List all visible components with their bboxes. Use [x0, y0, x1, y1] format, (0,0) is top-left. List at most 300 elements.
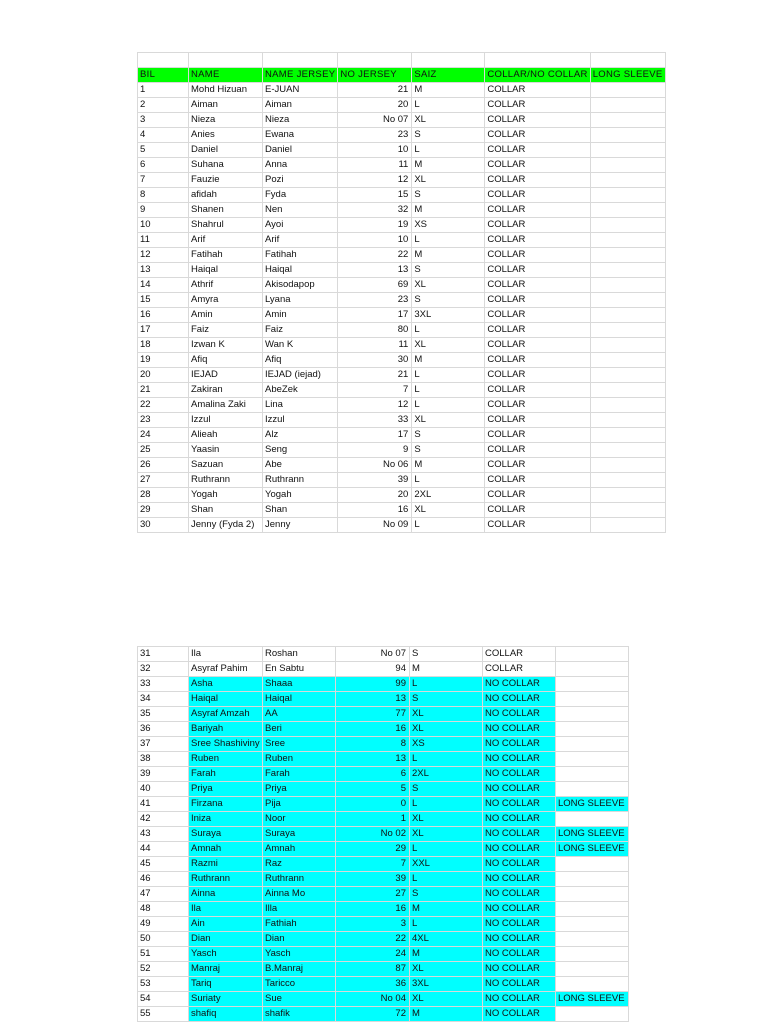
- cell-long-sleeve[interactable]: [590, 218, 665, 233]
- cell-name[interactable]: Manraj: [189, 962, 263, 977]
- cell-collar[interactable]: COLLAR: [485, 83, 590, 98]
- cell-no-jersey[interactable]: 72: [336, 1007, 410, 1022]
- cell-bil[interactable]: 25: [138, 443, 189, 458]
- cell-long-sleeve[interactable]: [590, 428, 665, 443]
- cell-long-sleeve[interactable]: [556, 722, 629, 737]
- cell-bil[interactable]: 20: [138, 368, 189, 383]
- cell-collar[interactable]: COLLAR: [485, 248, 590, 263]
- cell-no-jersey[interactable]: 5: [336, 782, 410, 797]
- cell-bil[interactable]: 49: [138, 917, 189, 932]
- cell-bil[interactable]: 39: [138, 767, 189, 782]
- cell-name[interactable]: Shan: [189, 503, 263, 518]
- cell-saiz[interactable]: M: [412, 158, 485, 173]
- cell-long-sleeve[interactable]: [556, 962, 629, 977]
- cell-bil[interactable]: 19: [138, 353, 189, 368]
- cell-long-sleeve[interactable]: [556, 662, 629, 677]
- cell-name[interactable]: Amyra: [189, 293, 263, 308]
- cell-name[interactable]: Zakiran: [189, 383, 263, 398]
- cell-bil[interactable]: 29: [138, 503, 189, 518]
- cell-name-jersey[interactable]: Nen: [263, 203, 338, 218]
- cell-no-jersey[interactable]: 13: [336, 752, 410, 767]
- cell-name-jersey[interactable]: Haiqal: [263, 263, 338, 278]
- cell-no-jersey[interactable]: 39: [336, 872, 410, 887]
- cell-long-sleeve[interactable]: [556, 737, 629, 752]
- cell-name[interactable]: Haiqal: [189, 263, 263, 278]
- cell-long-sleeve[interactable]: [590, 278, 665, 293]
- cell-no-jersey[interactable]: 10: [338, 143, 412, 158]
- cell-no-jersey[interactable]: 20: [338, 488, 412, 503]
- cell-collar[interactable]: COLLAR: [485, 203, 590, 218]
- cell-name-jersey[interactable]: Ruben: [263, 752, 336, 767]
- cell-collar[interactable]: COLLAR: [485, 263, 590, 278]
- cell-no-jersey[interactable]: 30: [338, 353, 412, 368]
- cell-name[interactable]: Ruben: [189, 752, 263, 767]
- cell-name[interactable]: Aiman: [189, 98, 263, 113]
- cell-long-sleeve[interactable]: [556, 902, 629, 917]
- cell-no-jersey[interactable]: 11: [338, 338, 412, 353]
- cell-name[interactable]: Faiz: [189, 323, 263, 338]
- cell-saiz[interactable]: S: [410, 647, 483, 662]
- cell-bil[interactable]: 53: [138, 977, 189, 992]
- cell-name-jersey[interactable]: En Sabtu: [263, 662, 336, 677]
- cell-name-jersey[interactable]: Yogah: [263, 488, 338, 503]
- cell-long-sleeve[interactable]: [590, 443, 665, 458]
- cell-no-jersey[interactable]: No 07: [338, 113, 412, 128]
- cell-name-jersey[interactable]: Faiz: [263, 323, 338, 338]
- cell-collar[interactable]: NO COLLAR: [483, 992, 556, 1007]
- cell-name[interactable]: Firzana: [189, 797, 263, 812]
- cell-bil[interactable]: 15: [138, 293, 189, 308]
- cell-bil[interactable]: 6: [138, 158, 189, 173]
- cell-name-jersey[interactable]: Noor: [263, 812, 336, 827]
- cell-collar[interactable]: COLLAR: [485, 413, 590, 428]
- cell-no-jersey[interactable]: 22: [338, 248, 412, 263]
- cell-collar[interactable]: COLLAR: [485, 128, 590, 143]
- cell-bil[interactable]: 2: [138, 98, 189, 113]
- cell-bil[interactable]: 16: [138, 308, 189, 323]
- cell-collar[interactable]: COLLAR: [485, 278, 590, 293]
- cell-bil[interactable]: 42: [138, 812, 189, 827]
- cell-saiz[interactable]: XL: [410, 722, 483, 737]
- cell-collar[interactable]: NO COLLAR: [483, 932, 556, 947]
- cell-long-sleeve[interactable]: [590, 98, 665, 113]
- cell-bil[interactable]: 4: [138, 128, 189, 143]
- cell-no-jersey[interactable]: 21: [338, 83, 412, 98]
- cell-long-sleeve[interactable]: LONG SLEEVE: [556, 842, 629, 857]
- cell-long-sleeve[interactable]: LONG SLEEVE: [556, 797, 629, 812]
- cell-long-sleeve[interactable]: [556, 752, 629, 767]
- cell-no-jersey[interactable]: 15: [338, 188, 412, 203]
- cell-name[interactable]: Anies: [189, 128, 263, 143]
- cell-long-sleeve[interactable]: [590, 398, 665, 413]
- cell-saiz[interactable]: XL: [410, 827, 483, 842]
- cell-name-jersey[interactable]: Raz: [263, 857, 336, 872]
- cell-long-sleeve[interactable]: [590, 143, 665, 158]
- header-name[interactable]: NAME: [189, 68, 263, 83]
- cell-name-jersey[interactable]: Dian: [263, 932, 336, 947]
- cell-bil[interactable]: 54: [138, 992, 189, 1007]
- cell-name-jersey[interactable]: Pozi: [263, 173, 338, 188]
- cell-bil[interactable]: 47: [138, 887, 189, 902]
- cell-no-jersey[interactable]: No 04: [336, 992, 410, 1007]
- cell-name-jersey[interactable]: Lyana: [263, 293, 338, 308]
- cell-saiz[interactable]: XL: [410, 992, 483, 1007]
- cell-no-jersey[interactable]: 32: [338, 203, 412, 218]
- cell-no-jersey[interactable]: 10: [338, 233, 412, 248]
- cell-name[interactable]: Shahrul: [189, 218, 263, 233]
- cell-collar[interactable]: NO COLLAR: [483, 752, 556, 767]
- cell-bil[interactable]: 32: [138, 662, 189, 677]
- cell-name[interactable]: Asyraf Amzah: [189, 707, 263, 722]
- cell-name-jersey[interactable]: Beri: [263, 722, 336, 737]
- cell-long-sleeve[interactable]: [556, 947, 629, 962]
- cell-name[interactable]: Amnah: [189, 842, 263, 857]
- cell-name[interactable]: Shanen: [189, 203, 263, 218]
- header-saiz[interactable]: SAIZ: [412, 68, 485, 83]
- cell-collar[interactable]: COLLAR: [485, 98, 590, 113]
- cell-bil[interactable]: 28: [138, 488, 189, 503]
- cell-long-sleeve[interactable]: [556, 932, 629, 947]
- cell-no-jersey[interactable]: 77: [336, 707, 410, 722]
- cell-name-jersey[interactable]: Lina: [263, 398, 338, 413]
- cell-saiz[interactable]: XL: [412, 113, 485, 128]
- cell-name-jersey[interactable]: E-JUAN: [263, 83, 338, 98]
- cell-saiz[interactable]: S: [410, 782, 483, 797]
- cell-name[interactable]: Nieza: [189, 113, 263, 128]
- cell-no-jersey[interactable]: 87: [336, 962, 410, 977]
- cell-name[interactable]: Yasch: [189, 947, 263, 962]
- cell-name[interactable]: Amin: [189, 308, 263, 323]
- cell-saiz[interactable]: L: [412, 323, 485, 338]
- cell-bil[interactable]: 33: [138, 677, 189, 692]
- cell-collar[interactable]: NO COLLAR: [483, 947, 556, 962]
- cell-long-sleeve[interactable]: [590, 518, 665, 533]
- cell-bil[interactable]: 48: [138, 902, 189, 917]
- cell-saiz[interactable]: L: [410, 872, 483, 887]
- cell-collar[interactable]: COLLAR: [485, 368, 590, 383]
- cell-name[interactable]: Farah: [189, 767, 263, 782]
- cell-name-jersey[interactable]: Ewana: [263, 128, 338, 143]
- cell-collar[interactable]: COLLAR: [485, 143, 590, 158]
- cell-long-sleeve[interactable]: [556, 917, 629, 932]
- cell-long-sleeve[interactable]: [590, 383, 665, 398]
- cell-collar[interactable]: NO COLLAR: [483, 902, 556, 917]
- cell-saiz[interactable]: S: [412, 263, 485, 278]
- cell-bil[interactable]: 21: [138, 383, 189, 398]
- cell-saiz[interactable]: 4XL: [410, 932, 483, 947]
- cell-collar[interactable]: NO COLLAR: [483, 722, 556, 737]
- cell-bil[interactable]: 5: [138, 143, 189, 158]
- cell-no-jersey[interactable]: No 06: [338, 458, 412, 473]
- cell-saiz[interactable]: 3XL: [412, 308, 485, 323]
- cell-long-sleeve[interactable]: [590, 158, 665, 173]
- cell-name-jersey[interactable]: Yasch: [263, 947, 336, 962]
- cell-long-sleeve[interactable]: [590, 203, 665, 218]
- cell-collar[interactable]: COLLAR: [485, 383, 590, 398]
- cell-name-jersey[interactable]: Illa: [263, 902, 336, 917]
- cell-long-sleeve[interactable]: [590, 323, 665, 338]
- cell-no-jersey[interactable]: No 09: [338, 518, 412, 533]
- cell-name-jersey[interactable]: Shaaa: [263, 677, 336, 692]
- cell-name-jersey[interactable]: Priya: [263, 782, 336, 797]
- cell-bil[interactable]: 17: [138, 323, 189, 338]
- cell-long-sleeve[interactable]: [556, 1007, 629, 1022]
- cell-long-sleeve[interactable]: [590, 458, 665, 473]
- cell-collar[interactable]: NO COLLAR: [483, 707, 556, 722]
- cell-name-jersey[interactable]: Shan: [263, 503, 338, 518]
- cell-saiz[interactable]: M: [412, 203, 485, 218]
- cell-name-jersey[interactable]: Sree: [263, 737, 336, 752]
- cell-name-jersey[interactable]: Ainna Mo: [263, 887, 336, 902]
- cell-long-sleeve[interactable]: [556, 707, 629, 722]
- cell-long-sleeve[interactable]: [590, 308, 665, 323]
- cell-bil[interactable]: 55: [138, 1007, 189, 1022]
- header-no-jersey[interactable]: NO JERSEY: [338, 68, 412, 83]
- cell-name-jersey[interactable]: Abe: [263, 458, 338, 473]
- cell-no-jersey[interactable]: 80: [338, 323, 412, 338]
- cell-collar[interactable]: NO COLLAR: [483, 737, 556, 752]
- cell-collar[interactable]: COLLAR: [485, 518, 590, 533]
- cell-collar[interactable]: NO COLLAR: [483, 977, 556, 992]
- cell-saiz[interactable]: S: [410, 692, 483, 707]
- cell-name[interactable]: shafiq: [189, 1007, 263, 1022]
- cell-collar[interactable]: NO COLLAR: [483, 887, 556, 902]
- cell-saiz[interactable]: XL: [412, 173, 485, 188]
- cell-bil[interactable]: 41: [138, 797, 189, 812]
- cell-bil[interactable]: 1: [138, 83, 189, 98]
- cell-no-jersey[interactable]: 0: [336, 797, 410, 812]
- cell-collar[interactable]: NO COLLAR: [483, 827, 556, 842]
- cell-bil[interactable]: 38: [138, 752, 189, 767]
- cell-name-jersey[interactable]: Fyda: [263, 188, 338, 203]
- cell-no-jersey[interactable]: 17: [338, 428, 412, 443]
- cell-name-jersey[interactable]: IEJAD (iejad): [263, 368, 338, 383]
- cell-name[interactable]: Ila: [189, 902, 263, 917]
- cell-bil[interactable]: 13: [138, 263, 189, 278]
- cell-collar[interactable]: NO COLLAR: [483, 692, 556, 707]
- cell-name-jersey[interactable]: Pija: [263, 797, 336, 812]
- cell-collar[interactable]: NO COLLAR: [483, 962, 556, 977]
- cell-long-sleeve[interactable]: [590, 83, 665, 98]
- cell-name-jersey[interactable]: Taricco: [263, 977, 336, 992]
- cell-name[interactable]: Haiqal: [189, 692, 263, 707]
- cell-bil[interactable]: 12: [138, 248, 189, 263]
- cell-saiz[interactable]: L: [412, 383, 485, 398]
- cell-name-jersey[interactable]: Ruthrann: [263, 473, 338, 488]
- cell-name[interactable]: Ruthrann: [189, 473, 263, 488]
- cell-name[interactable]: Alieah: [189, 428, 263, 443]
- cell-collar[interactable]: COLLAR: [485, 188, 590, 203]
- cell-bil[interactable]: 46: [138, 872, 189, 887]
- cell-name[interactable]: Razmi: [189, 857, 263, 872]
- cell-name[interactable]: Sree Shashiviny: [189, 737, 263, 752]
- cell-saiz[interactable]: M: [410, 662, 483, 677]
- cell-name-jersey[interactable]: Alz: [263, 428, 338, 443]
- cell-saiz[interactable]: M: [412, 248, 485, 263]
- cell-long-sleeve[interactable]: [590, 353, 665, 368]
- cell-no-jersey[interactable]: 8: [336, 737, 410, 752]
- cell-name[interactable]: Ain: [189, 917, 263, 932]
- cell-long-sleeve[interactable]: LONG SLEEVE: [556, 827, 629, 842]
- cell-name-jersey[interactable]: Nieza: [263, 113, 338, 128]
- cell-name-jersey[interactable]: Haiqal: [263, 692, 336, 707]
- cell-no-jersey[interactable]: 21: [338, 368, 412, 383]
- cell-no-jersey[interactable]: 6: [336, 767, 410, 782]
- cell-name-jersey[interactable]: Farah: [263, 767, 336, 782]
- cell-no-jersey[interactable]: 23: [338, 128, 412, 143]
- cell-saiz[interactable]: S: [412, 293, 485, 308]
- cell-long-sleeve[interactable]: [590, 113, 665, 128]
- cell-saiz[interactable]: M: [412, 353, 485, 368]
- cell-saiz[interactable]: XL: [412, 503, 485, 518]
- cell-saiz[interactable]: L: [412, 368, 485, 383]
- cell-name-jersey[interactable]: Izzul: [263, 413, 338, 428]
- cell-saiz[interactable]: XS: [410, 737, 483, 752]
- cell-name-jersey[interactable]: Arif: [263, 233, 338, 248]
- cell-saiz[interactable]: S: [410, 887, 483, 902]
- cell-long-sleeve[interactable]: [556, 782, 629, 797]
- cell-collar[interactable]: COLLAR: [485, 173, 590, 188]
- cell-bil[interactable]: 10: [138, 218, 189, 233]
- cell-long-sleeve[interactable]: [590, 233, 665, 248]
- cell-name[interactable]: Bariyah: [189, 722, 263, 737]
- cell-name[interactable]: Izzul: [189, 413, 263, 428]
- cell-bil[interactable]: 51: [138, 947, 189, 962]
- cell-bil[interactable]: 8: [138, 188, 189, 203]
- cell-no-jersey[interactable]: 19: [338, 218, 412, 233]
- cell-name[interactable]: Yogah: [189, 488, 263, 503]
- cell-collar[interactable]: COLLAR: [485, 458, 590, 473]
- cell-saiz[interactable]: 2XL: [412, 488, 485, 503]
- cell-name[interactable]: Priya: [189, 782, 263, 797]
- cell-no-jersey[interactable]: 24: [336, 947, 410, 962]
- cell-no-jersey[interactable]: 13: [336, 692, 410, 707]
- cell-name[interactable]: Suraya: [189, 827, 263, 842]
- cell-bil[interactable]: 27: [138, 473, 189, 488]
- cell-saiz[interactable]: L: [410, 842, 483, 857]
- cell-saiz[interactable]: L: [410, 917, 483, 932]
- cell-bil[interactable]: 24: [138, 428, 189, 443]
- cell-collar[interactable]: COLLAR: [485, 323, 590, 338]
- cell-name-jersey[interactable]: Fatihah: [263, 248, 338, 263]
- cell-bil[interactable]: 43: [138, 827, 189, 842]
- cell-saiz[interactable]: S: [412, 443, 485, 458]
- cell-long-sleeve[interactable]: [556, 872, 629, 887]
- cell-collar[interactable]: NO COLLAR: [483, 872, 556, 887]
- cell-name[interactable]: Yaasin: [189, 443, 263, 458]
- cell-no-jersey[interactable]: 7: [336, 857, 410, 872]
- cell-name[interactable]: Jenny (Fyda 2): [189, 518, 263, 533]
- cell-bil[interactable]: 22: [138, 398, 189, 413]
- cell-long-sleeve[interactable]: LONG SLEEVE: [556, 992, 629, 1007]
- cell-no-jersey[interactable]: 12: [338, 173, 412, 188]
- cell-name-jersey[interactable]: B.Manraj: [263, 962, 336, 977]
- cell-name-jersey[interactable]: Ruthrann: [263, 872, 336, 887]
- cell-name-jersey[interactable]: Daniel: [263, 143, 338, 158]
- cell-collar[interactable]: NO COLLAR: [483, 782, 556, 797]
- cell-no-jersey[interactable]: 3: [336, 917, 410, 932]
- cell-no-jersey[interactable]: 1: [336, 812, 410, 827]
- cell-bil[interactable]: 45: [138, 857, 189, 872]
- cell-collar[interactable]: COLLAR: [485, 233, 590, 248]
- cell-collar[interactable]: NO COLLAR: [483, 677, 556, 692]
- cell-name[interactable]: Daniel: [189, 143, 263, 158]
- cell-saiz[interactable]: XL: [410, 707, 483, 722]
- cell-name[interactable]: Fatihah: [189, 248, 263, 263]
- cell-bil[interactable]: 50: [138, 932, 189, 947]
- cell-name-jersey[interactable]: Amnah: [263, 842, 336, 857]
- cell-name[interactable]: Dian: [189, 932, 263, 947]
- cell-long-sleeve[interactable]: [590, 293, 665, 308]
- cell-saiz[interactable]: M: [412, 83, 485, 98]
- header-collar[interactable]: COLLAR/NO COLLAR: [485, 68, 590, 83]
- cell-no-jersey[interactable]: No 07: [336, 647, 410, 662]
- cell-long-sleeve[interactable]: [556, 647, 629, 662]
- cell-name[interactable]: Izwan K: [189, 338, 263, 353]
- header-name-jersey[interactable]: NAME JERSEY: [263, 68, 338, 83]
- cell-name-jersey[interactable]: Afiq: [263, 353, 338, 368]
- cell-no-jersey[interactable]: 20: [338, 98, 412, 113]
- cell-name[interactable]: Asha: [189, 677, 263, 692]
- cell-long-sleeve[interactable]: [556, 857, 629, 872]
- cell-long-sleeve[interactable]: [590, 503, 665, 518]
- cell-bil[interactable]: 23: [138, 413, 189, 428]
- cell-saiz[interactable]: S: [412, 428, 485, 443]
- cell-name-jersey[interactable]: Wan K: [263, 338, 338, 353]
- cell-long-sleeve[interactable]: [556, 692, 629, 707]
- cell-saiz[interactable]: S: [412, 188, 485, 203]
- cell-saiz[interactable]: L: [412, 143, 485, 158]
- cell-name-jersey[interactable]: Seng: [263, 443, 338, 458]
- cell-name[interactable]: Ainna: [189, 887, 263, 902]
- cell-saiz[interactable]: L: [410, 752, 483, 767]
- cell-saiz[interactable]: XL: [412, 278, 485, 293]
- cell-name-jersey[interactable]: Suraya: [263, 827, 336, 842]
- cell-name-jersey[interactable]: Jenny: [263, 518, 338, 533]
- cell-bil[interactable]: 14: [138, 278, 189, 293]
- header-long-sleeve[interactable]: LONG SLEEVE: [590, 68, 665, 83]
- cell-no-jersey[interactable]: No 02: [336, 827, 410, 842]
- cell-long-sleeve[interactable]: [590, 368, 665, 383]
- cell-bil[interactable]: 26: [138, 458, 189, 473]
- cell-long-sleeve[interactable]: [556, 767, 629, 782]
- cell-name[interactable]: Asyraf Pahim: [189, 662, 263, 677]
- cell-name[interactable]: Mohd Hizuan: [189, 83, 263, 98]
- cell-no-jersey[interactable]: 11: [338, 158, 412, 173]
- cell-name[interactable]: Ruthrann: [189, 872, 263, 887]
- cell-saiz[interactable]: M: [410, 1007, 483, 1022]
- cell-long-sleeve[interactable]: [556, 677, 629, 692]
- cell-collar[interactable]: COLLAR: [483, 662, 556, 677]
- cell-saiz[interactable]: M: [410, 947, 483, 962]
- cell-no-jersey[interactable]: 12: [338, 398, 412, 413]
- cell-name[interactable]: Athrif: [189, 278, 263, 293]
- cell-bil[interactable]: 11: [138, 233, 189, 248]
- cell-bil[interactable]: 37: [138, 737, 189, 752]
- cell-long-sleeve[interactable]: [590, 128, 665, 143]
- cell-collar[interactable]: NO COLLAR: [483, 797, 556, 812]
- cell-long-sleeve[interactable]: [590, 173, 665, 188]
- cell-no-jersey[interactable]: 29: [336, 842, 410, 857]
- cell-no-jersey[interactable]: 16: [338, 503, 412, 518]
- cell-no-jersey[interactable]: 27: [336, 887, 410, 902]
- cell-bil[interactable]: 40: [138, 782, 189, 797]
- cell-bil[interactable]: 34: [138, 692, 189, 707]
- cell-no-jersey[interactable]: 94: [336, 662, 410, 677]
- cell-collar[interactable]: NO COLLAR: [483, 917, 556, 932]
- cell-bil[interactable]: 52: [138, 962, 189, 977]
- cell-collar[interactable]: COLLAR: [485, 353, 590, 368]
